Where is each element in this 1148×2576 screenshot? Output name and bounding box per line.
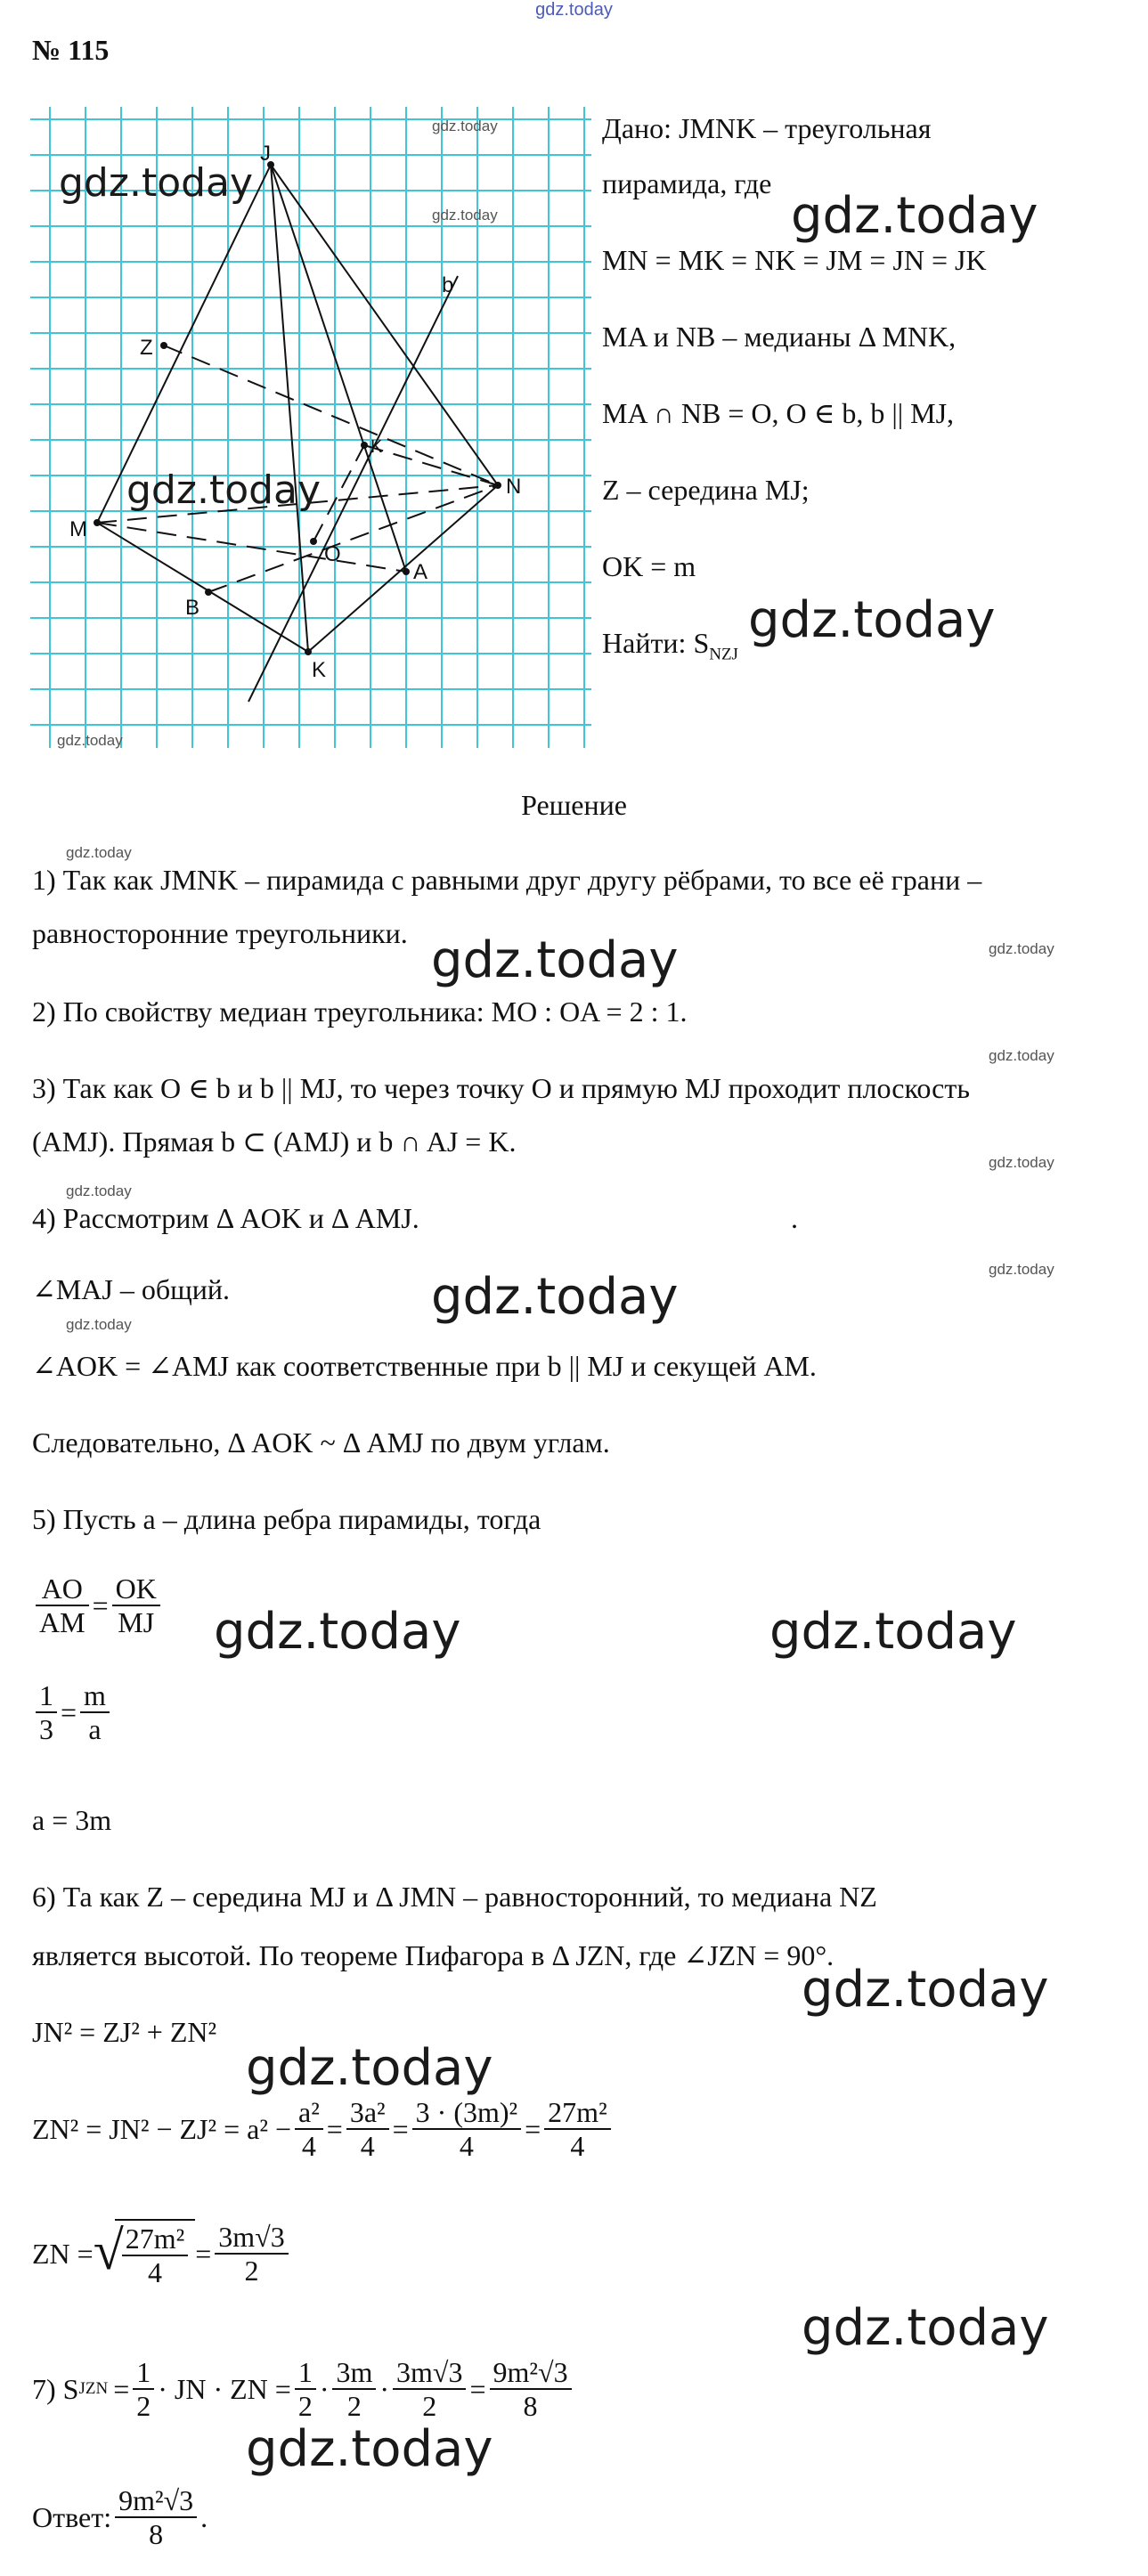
- solution-heading: Решение: [521, 789, 627, 821]
- watermark: gdz.today: [802, 1961, 1049, 2019]
- watermark: gdz.today: [431, 931, 679, 989]
- edge-JK: [271, 165, 308, 652]
- edge-MK: [97, 523, 308, 652]
- point-O: [310, 538, 317, 545]
- step-3a: 3) Так как O ∈ b и b || MJ, то через точку O и прямую MJ проходит плоскость: [32, 1072, 970, 1104]
- watermark: gdz.today: [432, 118, 498, 134]
- eq-pythagoras: JN² = ZJ² + ZN²: [32, 2016, 217, 2048]
- given-line: пирамида, где: [602, 167, 772, 199]
- watermark: gdz.today: [989, 940, 1054, 957]
- watermark: gdz.today: [66, 844, 132, 861]
- segment-OK: [313, 445, 364, 541]
- step-3b: (AMJ). Прямая b ⊂ (AMJ) и b ∩ AJ = K.: [32, 1125, 517, 1158]
- given-line: MA ∩ NB = O, O ∈ b, b || MJ,: [602, 397, 955, 429]
- eq-zn-squared: ZN² = JN² − ZJ² = a² − $\frac{\text{a²}}{4}$ = $\frac{\text{3a²}}{4}$ = $\frac{\text{3 · (3m)²}}{4}$ = $\frac{\text{27m²}}{4}$: [32, 2096, 615, 2162]
- watermark: gdz.today: [989, 1047, 1054, 1064]
- a-result: a = 3m: [32, 1804, 112, 1836]
- point-A: [403, 568, 410, 575]
- eq-ratio: $\frac{AO}{AM}$ = $\frac{OK}{MJ}$: [32, 1572, 164, 1638]
- label-O: O: [324, 542, 341, 566]
- eq-area: 7) S JZN = $\frac{1}{2}$ · JN · ZN = $\frac{1}{2}$ · $\frac{3m}{2}$ · $\frac{3m√3}{2}$ = $\frac{\text{9m²√3}}{8}$: [32, 2356, 575, 2422]
- label-N: N: [506, 475, 522, 499]
- watermark: gdz.today: [748, 591, 996, 649]
- watermark: gdz.today: [791, 187, 1038, 245]
- eq-zn: ZN = √ $\frac{\text{27m²}}{4}$ = $\frac{3m√3}{2}$: [32, 2219, 292, 2288]
- watermark: gdz.today: [59, 160, 254, 206]
- given-line: MN = MK = NK = JM = JN = JK: [602, 244, 987, 276]
- watermark: gdz.today: [769, 1603, 1017, 1661]
- answer: Ответ: $\frac{\text{9m²√3}}{8}$ .: [32, 2484, 208, 2550]
- watermark: gdz.today: [989, 1261, 1054, 1278]
- label-A: A: [413, 560, 428, 584]
- point-N: [494, 482, 501, 489]
- step-4a: ∠MAJ – общий.: [32, 1273, 230, 1305]
- watermark: gdz.today: [66, 1316, 132, 1333]
- eq-ratio-values: $\frac{1}{3}$ = $\frac{m}{a}$: [32, 1679, 113, 1745]
- label-Kk: K: [370, 437, 383, 457]
- step-6a: 6) Та как Z – середина MJ и Δ JMN – равносторонний, то медиана NZ: [32, 1881, 877, 1913]
- point-Kk: [361, 442, 368, 449]
- step-1b: равносторонние треугольники.: [32, 917, 408, 949]
- point-K: [305, 648, 312, 655]
- watermark: gdz.today: [126, 467, 322, 513]
- label-Z: Z: [140, 336, 153, 360]
- label-M: M: [69, 517, 87, 541]
- label-B: B: [185, 596, 200, 620]
- watermark: gdz.today: [431, 1268, 679, 1326]
- given-line: OK = m: [602, 550, 696, 582]
- watermark: gdz.today: [802, 2299, 1049, 2357]
- watermark: gdz.today: [66, 1182, 132, 1199]
- given-line: Z – середина MJ;: [602, 474, 810, 506]
- watermark: gdz.today: [432, 207, 498, 223]
- watermark: gdz.today: [246, 2039, 493, 2097]
- point-Z: [160, 342, 167, 349]
- point-B: [205, 589, 212, 596]
- given-find: Найти: $S_{NZJ}$: [602, 627, 738, 664]
- watermark: gdz.today: [989, 1154, 1054, 1171]
- label-b: b: [442, 273, 454, 297]
- label-J: J: [260, 142, 271, 166]
- problem-number: № 115: [32, 34, 110, 66]
- stray-dot: .: [791, 1202, 798, 1234]
- step-1a: 1) Так как JMNK – пирамида с равными друг другу рёбрами, то все её грани –: [32, 864, 982, 896]
- step-6b: является высотой. По теореме Пифагора в Δ JZN, где ∠JZN = 90°.: [32, 1939, 835, 1971]
- watermark: gdz.today: [246, 2420, 493, 2478]
- watermark: gdz.today: [214, 1603, 461, 1661]
- step-4: 4) Рассмотрим Δ AOK и Δ AMJ.: [32, 1202, 419, 1234]
- step-5: 5) Пусть a – длина ребра пирамиды, тогда: [32, 1503, 541, 1535]
- step-4c: Следовательно, Δ AOK ~ Δ AMJ по двум углам.: [32, 1426, 610, 1459]
- given-line: MA и NB – медианы Δ MNK,: [602, 321, 957, 353]
- watermark-top: gdz.today: [535, 0, 613, 20]
- label-K: K: [312, 658, 327, 682]
- watermark: gdz.today: [57, 732, 123, 749]
- step-2: 2) По свойству медиан треугольника: MO : OA = 2 : 1.: [32, 995, 688, 1028]
- step-4b: ∠AOK = ∠AMJ как соответственные при b || MJ и секущей AM.: [32, 1350, 817, 1382]
- given-line: Дано: JMNK – треугольная: [602, 112, 932, 144]
- point-M: [94, 519, 101, 526]
